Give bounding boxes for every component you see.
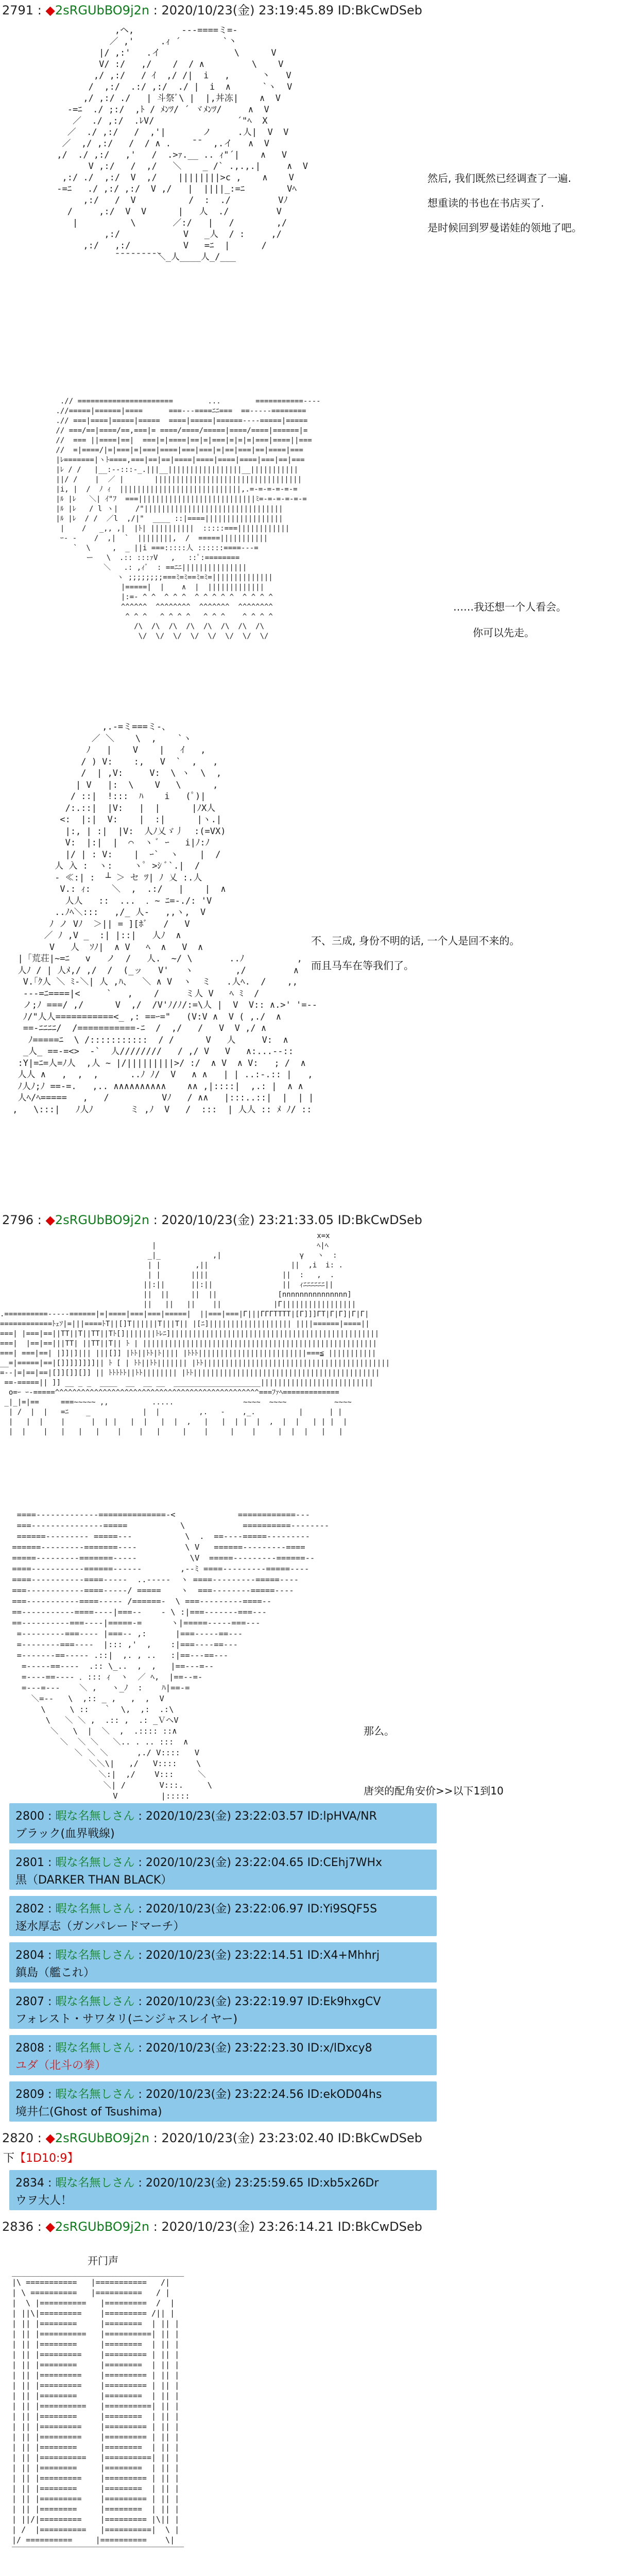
post-separator: : — [33, 2219, 46, 2234]
trip-diamond: ◆ — [45, 3, 55, 18]
narration-text: 而且马车在等我们了。 — [311, 959, 414, 972]
post-separator: : — [33, 3, 46, 18]
reply-number[interactable]: 2804 — [15, 1949, 44, 1962]
trip-diamond: ◆ — [45, 2219, 55, 2234]
post-header-2791 — [0, 0, 618, 21]
reply-body: 鎮島（艦これ） — [15, 1967, 95, 1979]
reply-body: ユダ（北斗の拳） — [15, 2059, 107, 2072]
post-number[interactable]: 2791 — [2, 3, 34, 18]
narration-text: 不、三成, 身份不明的话, 一个人是回不来的。 — [311, 935, 520, 947]
post-number[interactable]: 2820 — [2, 2131, 34, 2145]
narration-text: 你可以先走。 — [473, 626, 535, 639]
reply-post — [9, 1989, 437, 2029]
ascii-art-door: _____________________________________ |\ =========== |=========== /| | \ ========== |========== / | | \ |========== |========= / | | ||\|========= |========= /|| | | || |======== |======== | || | | || |========== |==========| || | | || |======== |======== | || | | || |========= |========= | || | | || |======== |======== | || | | || |========= |========= | || | | || |========= |========= | || | | || |======== |======== | || | | || |========== |==========| || | | || |======== |======== | || | | || |========= |========= | || | | || |========= |========= | || | | || |======== |======== | || | | || |========== |==========| || | | || |======== |======== | || | | || |========= |========= | || | | || |======== |======== | || | | || |========= |========= | || | | || |======== |======== | || | | ||/|========= |========= |\|| | | / |========== |==========| \ | |/ ========== |========== \| ‾‾‾‾‾‾‾‾‾‾‾‾‾‾‾‾‾‾‾‾‾‾‾‾‾‾‾‾‾‾‾‾‾‾‾‾‾ — [12, 2267, 184, 2555]
sound-effect-text: 开门声 — [88, 2255, 118, 2267]
reply-separator: : — [44, 1903, 56, 1916]
reply-author: 暇な名無しさん — [55, 2042, 135, 2055]
trip-diamond: ◆ — [45, 1213, 55, 1227]
reply-post — [9, 2170, 437, 2210]
reply-separator: : — [44, 1949, 56, 1962]
post-trip: 2sRGUbBO9j2n — [55, 2219, 150, 2234]
reply-post — [9, 1942, 437, 1982]
post-trip: 2sRGUbBO9j2n — [55, 1213, 150, 1227]
reply-date-id: : 2020/10/23(金) 23:22:04.65 ID:CEhj7WHx — [134, 1856, 383, 1869]
reply-post — [9, 2035, 437, 2075]
reply-author: 暇な名無しさん — [55, 1903, 135, 1916]
reply-separator: : — [44, 1995, 56, 2008]
dice-result: 【1D10:9】 — [14, 2152, 79, 2165]
post-number[interactable]: 2796 — [2, 1213, 34, 1227]
post-header-2796 — [0, 1210, 618, 1230]
narration-text: 唐突的配角安价>>以下1到10 — [364, 1785, 504, 1797]
narration-text: 然后, 我们既然已经调查了一遍. — [427, 172, 572, 184]
reply-body: 黒（DARKER THAN BLACK） — [15, 1874, 173, 1887]
reply-post — [9, 1850, 437, 1890]
reply-author: 暇な名無しさん — [55, 1995, 135, 2008]
ascii-art-portrait-closeup: ====-------------==============-< ============--- ===---------------===== \ ==========-------- ======--------- =====--- \ . ==----=====--------- ======---------=======---- \ V ======---------==== =====---------=======----- \V =====---------======-- ====-----------======------ ,--ﾐ ====---------=====---- ====-----------====----- ..----- ヽ ====---------=====---- ===------------====-----/ ===== ヽ ===--------=====---- ===-----------====----- /======- \ ===---------====-- ==-----------====----|===-- - \ :|===-------===--- ==----------===----|=====-= ヽ|=====-----===--- =---------===---- |===-- ,: |===-----==--- =--------===---- |::: ,' , :|===----==--- =-------==----- .::| ,. , .. :|==---==--- =-----==---- .:: \_.. , , |==---=-- =----==---- ．::: ｨ ヽ ／ ﾍ, |==--=- =---=--- ＼ , ヽ_ﾉ : ﾊ|==-= ＼=-- \ ,:: _ , , , V \ \ :: ｀ \, ,: .:\ \ ＼ ＼ , .:: , .: _ＶヘV ＼ \ | ＼ , .:::: ::∧ ＼ ＼ ＼ ＼.. . .. ::: ∧ ＼ ＼ ＼ ,./ V:::: V ＼＼\| ,/ V:::: \ ＼:| ,/ V::: ＼ ＼| / V:::. \ V |::::: — [12, 1510, 330, 1801]
ascii-art-character-standing: ,ヘ, ---====ミ=- ／ ,' .ｨ ´ `丶 |/ ,:' .イ \ V V/ :/ ,/ / / ∧ \ V ,/ ,:/ / ｲ ,/ /| i , 丶 V / ,:/ .:/ ,:/ ./ | i ∧ `ヽ V ,/ ,:/ ./ | 斗祭ﾞ\ | |,丼冻| ∧ V -=ﾆ ./ ;:/ ,ﾄ / ﾒﾝﾂ/ ´ ヾﾒﾝﾂ/ ∧ V ／ ./ ,:/ .ﾚV/ ´"ﾍ X ／ ./ ,:/ / ,'| ノ .人| V V ／ ,/ ,:/ / / ∧ . ̄ ̄ ,.イ ∧ V ,/ ./ ,:/ ,' / .>ｧ.__ .. ｨ"´| ∧ V V ,:/ / ,/ ＼ _ /` .,.,.| ∧ V ,:/ ./ ,:/ V ,/ ||||||||>c , ∧ V -=ﾆ ./ ,:/ ,:/ V ,/ | ||||_:=ﾆ Vﾍ ,:/ / V / : ./ Vﾉ / ,:/ V V | 人 ./ V | \ ／:/ | / ,/ ,:/ V _人 / : ,/ ,:/ ,:/ V =ﾆ | / ̄ ̄ ̄ ̄ ̄ ̄ ̄ ̄ ̄＼_人____人_/___ — [57, 25, 308, 262]
ascii-art-city-skyline: x=x | ﾍ|ﾍ _|_ ,| γ ヽ : | | ,|| || ,i i: . | | |||| || : , . ||:|| ||:|| || ｨﾆﾆﾆﾆﾆﾆ|| || || || || [nnnnnnnnnnnnnnn] || || || || |Γ||||||||||||||||| .==========-----======|=|====|===|===|=====| ||===|===|Γ|||ΓΓΓTTTT|[Γ]]]ΓT|Γ|Γ]|Γ|Γ| ============ﾄｪｿ|=|||====ﾄT||[]T||||||T|||T|| |[ﾆ]||||||||||||||||||| ||||======|====|| ===| |===|==||TT||T||TT||Tﾄ[]|||||||ﾄﾚﾆ]|||||||||||||||||||||||||||||||||||||||||||||||| ===| |==|==|||TT| ||TT||T|| ﾄ | |||||||||||||||||||||||||||||||||||||||||||||||||||||| ===| ===|==| |]]|]||| |||[]] |ﾄﾄ||ﾄﾄ|ﾄ|||| |ﾄﾄﾄ|||||||||||||||||||||||||===≦ ||||||||||| __=|=====|==|[]]]]]]]]|| ﾄ [ | ﾄﾄ||ﾄﾄ||||||| |ﾄﾄ||||||||||||||||||||||||||||||||||||||||||| =--|=|==|==|[]][]][]] || ﾄﾄﾄﾄﾄ||ﾄﾄ|||||||| |ﾄﾄ||||||||||||||||||||||||||||||||||||||||||| ==-=====|| ]] __ _ _ ____ __ __ __ ____________________|||||||||||||||||||||||||| o=ｰ ｰ-=====^^^^^^^^^^^^^^^^^^^^^^^^^^^^^^^^^^^^^^^^^^^^^^^===ﾌｧﾍ============= _|_|=|== ===~~~~~ ,, ..... ~~~~ ~~~~ ~~~~ | / | | =ﾆ _ | | ,. - ,_. | | | | | | | | | | | | | | , | | | | | , | | | | | | | | | | | | | | | | | | | | | | | | — [0, 1232, 390, 1436]
reply-date-id: : 2020/10/23(金) 23:25:59.65 ID:xb5x26Dr — [134, 2177, 379, 2190]
reply-header — [15, 2039, 372, 2055]
reply-post — [9, 1803, 437, 1843]
reply-post — [9, 2081, 437, 2122]
dice-prefix: 下 — [3, 2152, 15, 2165]
reply-separator: : — [44, 1810, 56, 1823]
reply-date-id: : 2020/10/23(金) 23:22:23.30 ID:x/lDxcy8 — [134, 2042, 372, 2055]
post-trip: 2sRGUbBO9j2n — [55, 3, 150, 18]
reply-body: 境井仁(Ghost of Tsushima) — [15, 2106, 162, 2119]
post-date-id: : 2020/10/23(金) 23:21:33.05 ID:BkCwDSeb — [149, 1213, 422, 1227]
reply-date-id: : 2020/10/23(金) 23:22:24.56 ID:ekOD04hs — [134, 2088, 382, 2101]
post-header-2836 — [0, 2216, 618, 2237]
reply-number[interactable]: 2808 — [15, 2042, 44, 2055]
reply-header — [15, 1900, 377, 1916]
ascii-art-street-scene: .// ====================== ... ===========---- .//=====|======|==== ===---====ﾆﾆ=== ==-----======== .// ===|====|=====|===== ====|=====|======----=====|===== // ===/==|====/==,===|= ====/====/=====|====/====|======|= // === ||====|==| ===|=|====|==|=|===|=|=|=|===|====||=== // =|====/|=|===|=|===|====|===|===|=|==|===|==|====|=== |ﾚ=======|ヽﾄ====,===|==|==|====|====|====|====|===|==|=== |ﾚ / / |__:--:::-_.|||__|||||||||||||||||__||||||||||| ||/ / | ／ | |||||||||||||||||||||||||||||||||| |i, | / ﾉ ｨ ||||||||||||||||||||||||||||,.=-=-=-=-=-= |ﾙ |ﾚ ＼| ｲ"ﾌ ===|||||||||||||||||||||||||||ﾐ=-=-=-=-=-= |ﾙ |ﾚ / l ヽ| /"|||||||||||||||||||||||||||||||| |ﾙ |ﾚ / / ／l ,/|" ____ ::|====|||||||||||||||||| | / _,, ,| |ﾄ| |||||||||| :::::===|||||||||||| ｰ‐ - / ,| ` ||||||||, / =====||||||||||| ` \ , _ ||i ===:::::人 ::::::====---= ー \ .:: :::ｧV , ::ﾟ:======== ＼ .: ,ｨﾞ : ==ﾆﾆ||||||||||||||| ヽ ;;;;;;;;===ﾐ=ﾐ==ﾐ=ﾐ=|||||||||||||| |=====| | ∧ | ||||||||||||| |:=- ^ ^ ^ ^ ^ ^ ^ ^ ^ ^ ^ ^ ^ ^ ^^^^^^ ^^^^^^^^ ^^^^^^^ ^^^^^^^^ ^ ^ ^ ^ ^ ^ ^ ^ ^ ^ ^ ^ ^ ^ /\ /\ /\ /\ /\ /\ /\ /\ \/ \/ \/ \/ \/ \/ \/ \/ — [56, 397, 321, 640]
reply-author: 暇な名無しさん — [55, 2088, 135, 2101]
narration-text: ……我还想一个人看会。 — [453, 601, 566, 613]
reply-header — [15, 1854, 382, 1870]
narration-text: 是时候回到罗曼诺娃的领地了吧。 — [427, 222, 582, 234]
post-number[interactable]: 2836 — [2, 2219, 34, 2234]
reply-body: ウヲ大人！ — [15, 2194, 73, 2207]
reply-number[interactable]: 2807 — [15, 1995, 44, 2008]
reply-body: フォレスト・サワタリ(ニンジャスレイヤー) — [15, 2013, 238, 2026]
reply-separator: : — [44, 1856, 56, 1869]
reply-number[interactable]: 2802 — [15, 1903, 44, 1916]
reply-date-id: : 2020/10/23(金) 23:22:19.97 ID:Ek9hxgCV — [134, 1995, 381, 2008]
reply-date-id: : 2020/10/23(金) 23:22:06.97 ID:Yi9SQF5S — [134, 1903, 377, 1916]
reply-body: 逐水厚志（ガンパレードマーチ） — [15, 1920, 185, 1933]
post-date-id: : 2020/10/23(金) 23:19:45.89 ID:BkCwDSeb — [149, 3, 422, 18]
reply-header — [15, 2174, 379, 2190]
reply-author: 暇な名無しさん — [55, 1856, 135, 1869]
post-separator: : — [33, 1213, 46, 1227]
post-trip: 2sRGUbBO9j2n — [55, 2131, 150, 2145]
reply-number[interactable]: 2809 — [15, 2088, 44, 2101]
post-date-id: : 2020/10/23(金) 23:23:02.40 ID:BkCwDSeb — [149, 2131, 422, 2145]
reply-body: ブラック(血界戦線) — [15, 1827, 115, 1840]
narration-text: 想重读的书也在书店买了. — [427, 197, 544, 209]
reply-post — [9, 1896, 437, 1936]
reply-number[interactable]: 2800 — [15, 1810, 44, 1823]
reply-separator: : — [44, 2088, 56, 2101]
reply-date-id: : 2020/10/23(金) 23:22:03.57 ID:lpHVA/NR — [134, 1810, 377, 1823]
reply-header — [15, 1807, 377, 1823]
post-date-id: : 2020/10/23(金) 23:26:14.21 ID:BkCwDSeb — [149, 2219, 422, 2234]
reply-author: 暇な名無しさん — [55, 1949, 135, 1962]
reply-header — [15, 1993, 381, 2009]
trip-diamond: ◆ — [45, 2131, 55, 2145]
post-separator: : — [33, 2131, 46, 2145]
dice-roll — [3, 2149, 78, 2165]
reply-author: 暇な名無しさん — [55, 2177, 135, 2190]
reply-number[interactable]: 2801 — [15, 1856, 44, 1869]
post-header-2820 — [0, 2128, 618, 2148]
reply-header — [15, 1946, 380, 1962]
reply-separator: : — [44, 2177, 56, 2190]
ascii-art-two-characters: ,.-=ミ===ミ-、 ／ ＼ \ , `ヽ ﾉ | V | ｲ , / ) V: :, V ` , , / | ,V: V: \ ヽ \ , | V |: \ V \ , / ::| !::: ﾊ i (ﾟ)| /:.::| |V: | | |ﾉX人 <: |:| V: | :| |ヽ.| |:, | :| |V: 人ﾉ乂ゞ丿 :(=VX) V: |:| | ⌒ ヽ ﾞ ｰ i|ﾉ:ﾉ |/ | : V: | ｰ` ヽ | / 人 入 : ヽ: ヽﾟ >ｼ ﾞ`.| / ‐ ≪:| : ┴ ＞ セ ﾂ| ﾉ 乂 :.人 V.: ｨ: ＼ , .:/ | | ∧ 人人 :: ... ．~ ﾆ=-./: 'V ..ﾉﾍ＼::: ,/_ 人- ,,ヽ, V ﾉ ノ Vﾉ ＞|| = ][ﾎﾞ / V ／ ﾉ ,V _ :| |::| 人ﾉ ∧ V 人 ｿﾉ| ∧ V ﾍ ∧ V ∧ |「荒荘|~=ﾆ v ノ / 人. ~/ \ ..ﾉ , 人ﾉ / | 人ﾒ,/ ,/ / (_ッ V' ヽ ,/ ∧ V.｢ｸ人 ＼ ﾐ‐＼| 人 ,ﾊ、 ＼ ∧ V ヽ ミ .人ﾍ. / ,, ---=ﾆ====|< ` , / ミ人 V ﾍ ﾐ / ノ;ﾉ ===/ ,/ V ,/ /V'ﾉ/ﾉ/:=\人 | V V:: ∧.>' '=-- ﾉ/"人人===========<_ ,: ==ｰ=" (V:V ∧ V ( ,./ ∧ ==-ﾆﾆﾆﾆ/ /===========-ﾆ / ,/ / V V ,/ ∧ ﾉ=====ﾆ \ /::::::::::: / / V 人 V: ∧ _人_ ==-=<> -` 人//////// / ,/ V V ∧:...--:: :Y|=ﾆ=人=ﾉ人 ,人 ~ |/|||||||||>/ :/ ∧ V ∧ V: ; / ∧ 人人 ∧ , , , ..ﾉ ﾉ/ V ∧ ∧ | | ..:-.:: | , ﾉ人ﾉ;ﾉ ==-=. ,.. ∧∧∧∧∧∧∧∧∧∧ ∧∧ ,|::::| ,.: | ∧ ∧ 人ﾍ/ﾍ===== , / Vﾉ / ∧∧ |:::..::| | | | , \:::| ﾉ人ﾉ ミ ,ﾉ V / ::: | 人人 :: ﾒ ﾉ/ :: — [12, 722, 317, 1115]
reply-author: 暇な名無しさん — [55, 1810, 135, 1823]
reply-number[interactable]: 2834 — [15, 2177, 44, 2190]
reply-header — [15, 2086, 382, 2102]
narration-text: 那么。 — [364, 1725, 394, 1737]
reply-separator: : — [44, 2042, 56, 2055]
reply-date-id: : 2020/10/23(金) 23:22:14.51 ID:X4+Mhhrj — [134, 1949, 380, 1962]
